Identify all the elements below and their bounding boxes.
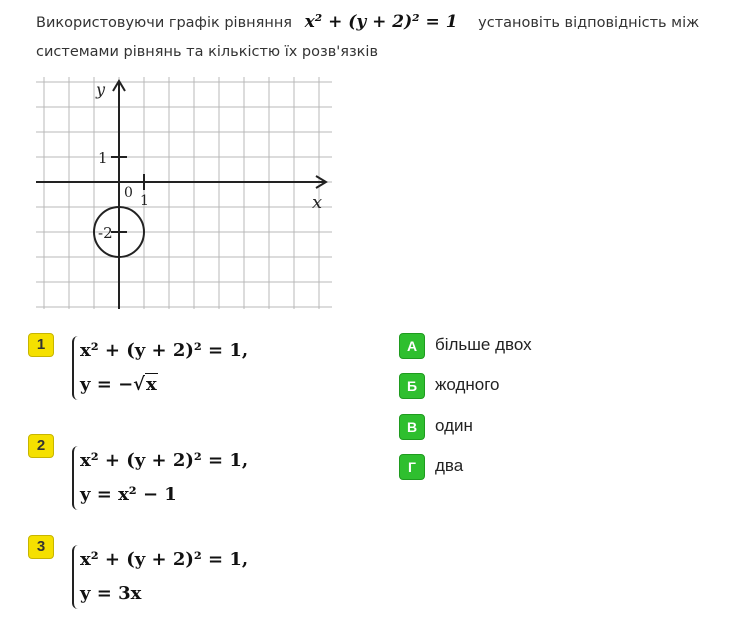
option-g-badge: Г <box>399 454 425 480</box>
system-brace <box>72 545 80 609</box>
system-1-eq2 <box>80 374 158 395</box>
option-b-badge: Б <box>399 373 425 399</box>
axes <box>36 81 326 309</box>
task-text-before: Використовуючи графік рівняння <box>36 15 293 31</box>
system-brace <box>72 336 80 400</box>
system-1 <box>72 336 272 406</box>
system-3 <box>72 545 272 615</box>
option-a-text: більше двох <box>435 335 532 354</box>
circle-graph <box>36 77 332 309</box>
system-1-eq1: x² + (y + 2)² = 1, <box>80 340 249 361</box>
sqrt-sign: √ <box>133 374 145 395</box>
grid-lines <box>36 77 332 309</box>
system-1-eq2-root: x <box>146 374 157 395</box>
system-2-eq2: y = x² − 1 <box>80 484 177 505</box>
origin-label: 0 <box>124 185 133 201</box>
option-v-badge: В <box>399 414 425 440</box>
system-2-eq1: x² + (y + 2)² = 1, <box>80 450 249 471</box>
system-2 <box>72 446 272 516</box>
task-statement <box>36 8 726 67</box>
system-1-badge: 1 <box>28 333 54 357</box>
system-2-badge: 2 <box>28 434 54 458</box>
option-g-text: два <box>435 456 464 475</box>
tick-y-neg-label: -2 <box>98 224 113 242</box>
system-3-eq2: y = 3x <box>80 583 142 604</box>
system-brace <box>72 446 80 510</box>
y-axis-label: y <box>96 80 106 99</box>
option-v-text: один <box>435 416 473 435</box>
system-3-badge: 3 <box>28 535 54 559</box>
task-text-after: установіть відповідність між системами рівнянь та кількістю їх розв'язків <box>36 15 700 60</box>
option-b-text: жодного <box>435 375 500 394</box>
system-3-eq1: x² + (y + 2)² = 1, <box>80 549 249 570</box>
task-equation: x² + (y + 2)² = 1 <box>304 12 458 32</box>
option-a-badge: А <box>399 333 425 359</box>
x-axis-label: x <box>312 192 323 213</box>
tick-y-pos-label: 1 <box>98 149 108 167</box>
tick-x-label: 1 <box>140 193 149 209</box>
system-1-eq2-pre: y = − <box>80 374 134 395</box>
